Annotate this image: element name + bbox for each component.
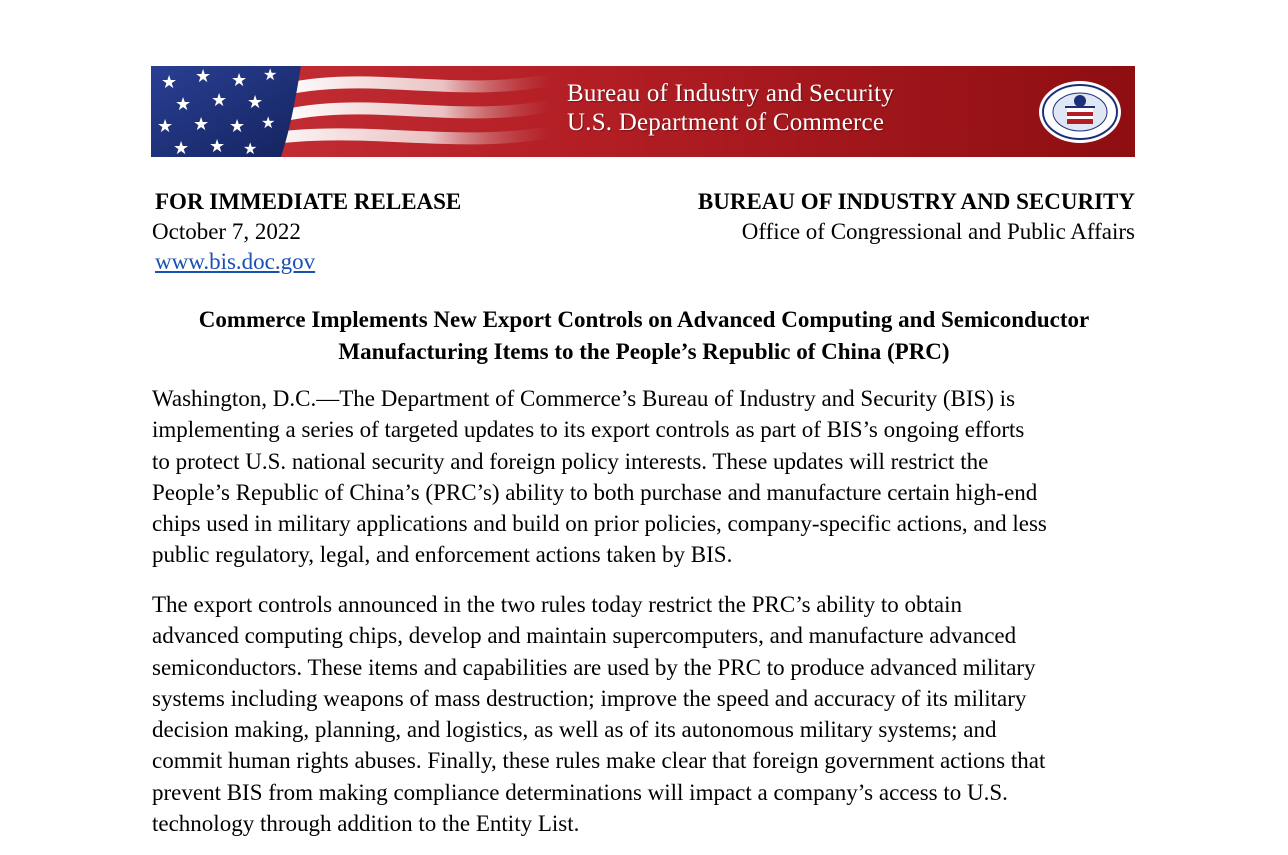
paragraph-line: implementing a series of targeted updates to its export controls as part of BIS’s ongoing efforts — [152, 417, 1025, 443]
paragraph-line: advanced computing chips, develop and maintain supercomputers, and manufacture advanced — [152, 623, 1017, 649]
svg-text:★: ★ — [173, 138, 190, 157]
office-name: Office of Congressional and Public Affairs — [741, 219, 1135, 244]
paragraph-line: chips used in military applications and build on prior policies, company-specific actions, and less — [152, 511, 1047, 537]
release-date: October 7, 2022 — [152, 219, 301, 244]
paragraph-line: decision making, planning, and logistics, as well as of its autonomous military systems; and — [152, 717, 997, 743]
paragraph-line: to protect U.S. national security and foreign policy interests. These updates will restrict the — [152, 448, 989, 474]
agency-name: BUREAU OF INDUSTRY AND SECURITY — [697, 189, 1135, 214]
paragraph-line: People’s Republic of China’s (PRC’s) ability to both purchase and manufacture certain high-end — [152, 479, 1038, 505]
paragraph-line: commit human rights abuses. Finally, these rules make clear that foreign government actions that — [152, 748, 1046, 774]
paragraph-line: technology through addition to the Entity List. — [152, 811, 580, 837]
svg-text:★: ★ — [211, 90, 228, 111]
svg-text:★: ★ — [195, 66, 212, 87]
headline-line: Commerce Implements New Export Controls on Advanced Computing and Semiconductor — [198, 307, 1090, 332]
paragraph-line: systems including weapons of mass destruction; improve the speed and accuracy of its military — [152, 685, 1027, 711]
paragraph-line: public regulatory, legal, and enforcement actions taken by BIS. — [152, 542, 733, 568]
commerce-seal-icon — [1037, 80, 1123, 144]
paragraph-line: The export controls announced in the two rules today restrict the PRC’s ability to obtain — [152, 592, 962, 617]
body-paragraph-2 — [152, 589, 1142, 839]
body-paragraph-1 — [152, 383, 1142, 571]
svg-text:★: ★ — [263, 66, 278, 84]
svg-text:★: ★ — [231, 70, 248, 91]
paragraph-line: Washington, D.C.—The Department of Commerce’s Bureau of Industry and Security (BIS) is — [152, 386, 1016, 411]
svg-text:★: ★ — [175, 94, 192, 115]
release-label: FOR IMMEDIATE RELEASE — [155, 189, 462, 214]
banner-subtitle: U.S. Department of Commerce — [567, 109, 885, 136]
press-release-headline — [151, 304, 1137, 368]
website-link[interactable]: www.bis.doc.gov — [155, 249, 316, 274]
svg-text:★: ★ — [193, 114, 210, 135]
svg-text:★: ★ — [247, 92, 264, 113]
banner-title: Bureau of Industry and Security — [567, 80, 894, 107]
paragraph-line: prevent BIS from making compliance determinations will impact a company’s access to U.S. — [152, 779, 1008, 805]
headline-line: Manufacturing Items to the People’s Republic of China (PRC) — [338, 339, 950, 364]
paragraph-line: semiconductors. These items and capabilities are used by the PRC to produce advanced military — [152, 654, 1036, 680]
svg-text:★: ★ — [161, 72, 178, 93]
svg-text:★: ★ — [243, 139, 258, 157]
svg-text:★: ★ — [209, 136, 226, 157]
header-banner — [151, 66, 1135, 157]
svg-text:★: ★ — [229, 116, 246, 137]
svg-text:★: ★ — [157, 116, 174, 137]
svg-text:★: ★ — [261, 113, 276, 132]
